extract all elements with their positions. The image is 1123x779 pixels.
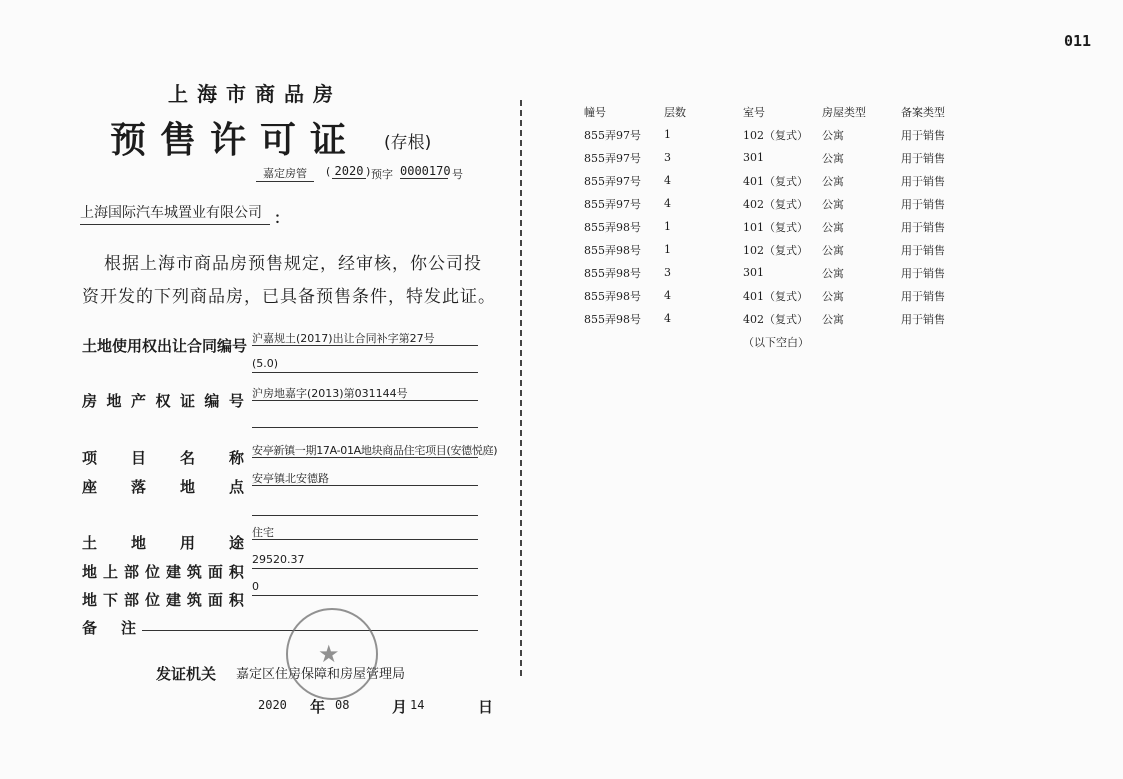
body-text-line2: 资开发的下列商品房，已具备预售条件，特发此证。 xyxy=(82,287,496,307)
above-area-label-3: 部 xyxy=(123,563,139,581)
cell-filing-type: 用于销售 xyxy=(901,243,945,257)
above-area-label xyxy=(82,561,244,582)
cell-house-type: 公寓 xyxy=(822,197,844,211)
cell-building: 855弄98号 xyxy=(584,312,641,326)
location-label-3: 地 xyxy=(179,478,195,496)
location-value: 安亭镇北安德路 xyxy=(252,470,478,486)
date-year-label: 年 xyxy=(310,698,326,716)
cell-floors: 4 xyxy=(664,174,671,187)
date-day: 14 xyxy=(410,698,425,712)
cell-building: 855弄98号 xyxy=(584,220,641,234)
below-area-label-5: 建 xyxy=(165,591,181,609)
header-house-type: 房屋类型 xyxy=(822,105,866,119)
land-contract-value-line2: (5.0) xyxy=(252,357,478,373)
date-day-label: 日 xyxy=(478,698,494,716)
table-footer-row xyxy=(584,330,971,353)
property-cert-label-1: 房 xyxy=(82,392,98,410)
location-blank-line xyxy=(252,500,478,516)
footer-spacer-2 xyxy=(664,330,743,353)
cell-room: 402（复式） xyxy=(743,197,808,211)
table-row xyxy=(584,123,971,146)
cell-room: 301 xyxy=(743,266,764,279)
project-name-label-2: 目 xyxy=(130,449,146,467)
cell-house-type: 公寓 xyxy=(822,220,844,234)
below-area-label-4: 位 xyxy=(144,591,160,609)
paren-open: ( xyxy=(326,165,331,178)
issuing-office: 嘉定房管 xyxy=(256,165,314,182)
issuer-label: 发证机关 xyxy=(156,665,217,683)
company-colon: ： xyxy=(274,209,290,227)
land-use-label-1: 土 xyxy=(82,534,98,552)
remarks-label-2: 注 xyxy=(120,619,136,637)
cell-floors: 1 xyxy=(664,220,671,233)
cell-house-type: 公寓 xyxy=(822,243,844,257)
project-name-label-3: 名 xyxy=(179,449,195,467)
table-row xyxy=(584,192,971,215)
below-area-label-8: 积 xyxy=(228,591,244,609)
location-label-4: 点 xyxy=(228,478,244,496)
cell-floors: 1 xyxy=(664,128,671,141)
cell-building: 855弄97号 xyxy=(584,197,641,211)
location-label-1: 座 xyxy=(82,478,98,496)
cell-building: 855弄98号 xyxy=(584,266,641,280)
footer-spacer-1 xyxy=(584,330,664,353)
table-footer-note: （以下空白） xyxy=(743,335,809,349)
footer-spacer-3 xyxy=(822,330,901,353)
cell-building: 855弄98号 xyxy=(584,289,641,303)
certificate-header-line1: 上海市商品房 xyxy=(168,82,342,106)
cell-filing-type: 用于销售 xyxy=(901,220,945,234)
land-contract-value: 沪嘉规土(2017)出让合同补字第27号 xyxy=(252,330,478,346)
land-use-label xyxy=(82,532,244,553)
below-area-label xyxy=(82,589,244,610)
property-cert-label-7: 号 xyxy=(228,392,244,410)
certificate-suffix: 号 xyxy=(452,168,463,181)
remarks-label-1: 备 xyxy=(82,619,98,637)
property-cert-label-6: 编 xyxy=(204,392,220,410)
table-row xyxy=(584,215,971,238)
cell-floors: 4 xyxy=(664,197,671,210)
certificate-year: 2020 xyxy=(332,164,366,179)
cell-floors: 4 xyxy=(664,312,671,325)
project-name-label xyxy=(82,447,244,468)
table-row xyxy=(584,284,971,307)
land-use-label-2: 地 xyxy=(130,534,146,552)
property-cert-label-5: 证 xyxy=(179,392,195,410)
cell-house-type: 公寓 xyxy=(822,289,844,303)
project-name-label-1: 项 xyxy=(82,449,98,467)
cell-floors: 3 xyxy=(664,151,671,164)
cell-room: 101（复式） xyxy=(743,220,808,234)
property-cert-blank-line xyxy=(252,412,478,428)
seal-star-icon: ★ xyxy=(318,640,340,668)
units-table xyxy=(584,100,971,353)
cell-building: 855弄97号 xyxy=(584,174,641,188)
certificate-title: 预售许可证 xyxy=(110,120,361,161)
page-number: 011 xyxy=(1064,32,1092,50)
body-text-line1: 根据上海市商品房预售规定，经审核，你公司投 xyxy=(104,254,482,274)
date-year: 2020 xyxy=(258,698,287,712)
project-name-value: 安亭新镇一期17A-01A地块商品住宅项目(安德悦庭) xyxy=(252,444,498,457)
cell-house-type: 公寓 xyxy=(822,151,844,165)
header-floors: 层数 xyxy=(664,105,686,119)
land-use-value: 住宅 xyxy=(252,524,478,540)
perforation-divider xyxy=(520,100,522,676)
units-table-header-row xyxy=(584,100,971,123)
property-cert-label xyxy=(82,390,244,411)
property-cert-label-3: 产 xyxy=(130,392,146,410)
table-row xyxy=(584,169,971,192)
cell-filing-type: 用于销售 xyxy=(901,266,945,280)
cell-house-type: 公寓 xyxy=(822,174,844,188)
cell-floors: 4 xyxy=(664,289,671,302)
below-area-label-3: 部 xyxy=(123,591,139,609)
table-row xyxy=(584,261,971,284)
cell-floors: 3 xyxy=(664,266,671,279)
cell-room: 102（复式） xyxy=(743,128,808,142)
issuer-value: 嘉定区住房保障和房屋管理局 xyxy=(236,667,406,682)
above-area-label-5: 建 xyxy=(165,563,181,581)
header-building: 幢号 xyxy=(584,105,606,119)
location-label xyxy=(82,476,244,497)
below-area-label-6: 筑 xyxy=(186,591,202,609)
cell-filing-type: 用于销售 xyxy=(901,312,945,326)
below-area-value: 0 xyxy=(252,580,478,596)
cell-house-type: 公寓 xyxy=(822,128,844,142)
property-cert-value: 沪房地嘉字(2013)第031144号 xyxy=(252,385,478,401)
above-area-label-2: 上 xyxy=(102,563,118,581)
remarks-label xyxy=(82,617,136,638)
cell-room: 102（复式） xyxy=(743,243,808,257)
cell-room: 402（复式） xyxy=(743,312,808,326)
paren-close: ) xyxy=(366,165,371,178)
land-use-label-4: 途 xyxy=(228,534,244,552)
company-name: 上海国际汽车城置业有限公司 xyxy=(80,202,270,225)
above-area-label-7: 面 xyxy=(207,563,223,581)
table-row xyxy=(584,238,971,261)
cell-filing-type: 用于销售 xyxy=(901,197,945,211)
cell-house-type: 公寓 xyxy=(822,266,844,280)
cell-room: 401（复式） xyxy=(743,174,808,188)
cell-building: 855弄97号 xyxy=(584,128,641,142)
header-filing-type: 备案类型 xyxy=(901,105,945,119)
cell-filing-type: 用于销售 xyxy=(901,174,945,188)
land-use-label-3: 用 xyxy=(179,534,195,552)
stub-label: (存根) xyxy=(384,133,432,153)
cell-room: 301 xyxy=(743,151,764,164)
footer-spacer-4 xyxy=(901,330,971,353)
cell-filing-type: 用于销售 xyxy=(901,128,945,142)
above-area-label-6: 筑 xyxy=(186,563,202,581)
cell-house-type: 公寓 xyxy=(822,312,844,326)
table-row xyxy=(584,307,971,330)
certificate-type: 预字 xyxy=(371,168,393,181)
below-area-label-7: 面 xyxy=(207,591,223,609)
date-month-label: 月 xyxy=(392,698,408,716)
above-area-value: 29520.37 xyxy=(252,553,478,569)
certificate-number: 0000170 xyxy=(400,164,451,178)
above-area-label-4: 位 xyxy=(144,563,160,581)
below-area-label-1: 地 xyxy=(82,591,98,609)
below-area-label-2: 下 xyxy=(102,591,118,609)
cell-filing-type: 用于销售 xyxy=(901,151,945,165)
above-area-label-1: 地 xyxy=(82,563,98,581)
cell-building: 855弄98号 xyxy=(584,243,641,257)
cell-floors: 1 xyxy=(664,243,671,256)
property-cert-label-4: 权 xyxy=(155,392,171,410)
above-area-label-8: 积 xyxy=(228,563,244,581)
cell-room: 401（复式） xyxy=(743,289,808,303)
location-label-2: 落 xyxy=(130,478,146,496)
project-name-label-4: 称 xyxy=(228,449,244,467)
property-cert-label-2: 地 xyxy=(106,392,122,410)
cell-building: 855弄97号 xyxy=(584,151,641,165)
table-row xyxy=(584,146,971,169)
date-month: 08 xyxy=(335,698,350,712)
header-room: 室号 xyxy=(743,105,765,119)
land-contract-label: 土地使用权出让合同编号 xyxy=(82,337,248,355)
cell-filing-type: 用于销售 xyxy=(901,289,945,303)
